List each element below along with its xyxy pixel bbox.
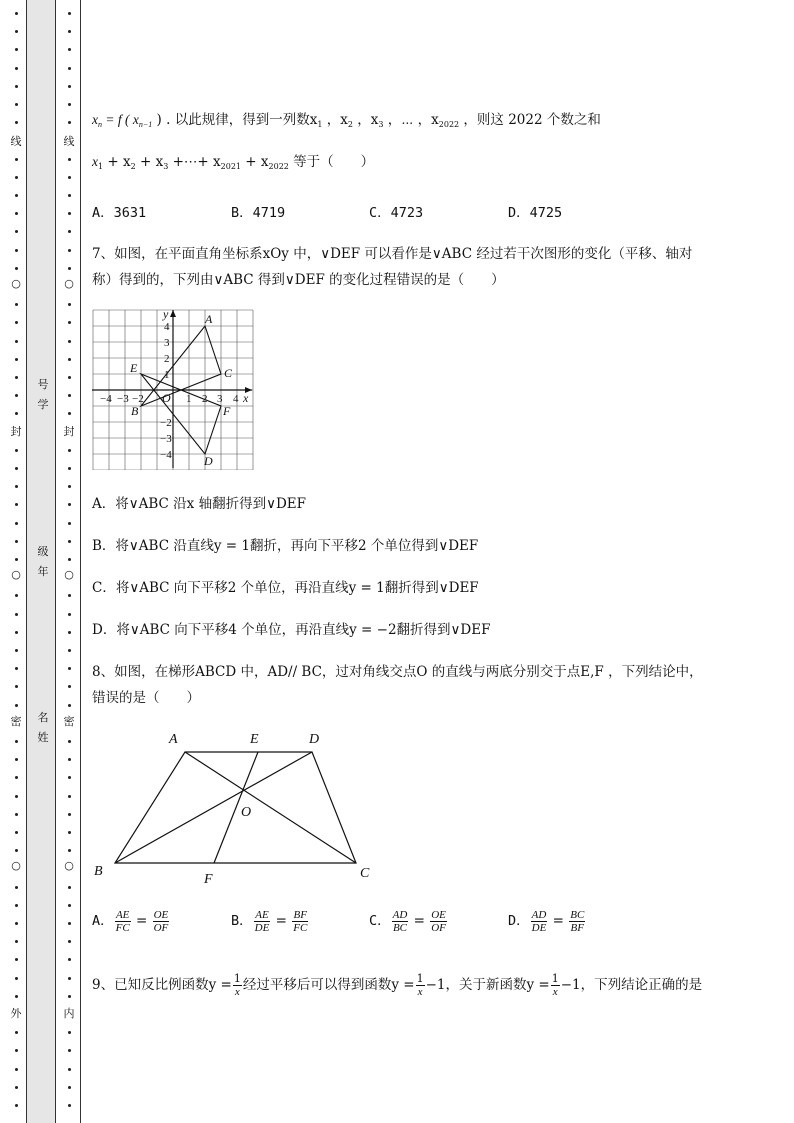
margin-mark: 线 — [63, 135, 75, 148]
margin-dot — [68, 758, 71, 761]
margin-dot — [15, 522, 18, 525]
margin-dot — [15, 922, 18, 925]
margin-dot — [15, 249, 18, 252]
margin-dot — [68, 230, 71, 233]
margin-mark: ○ — [64, 859, 74, 872]
margin-dot — [15, 1049, 18, 1052]
margin-dot — [68, 558, 71, 561]
q7-ytick: −3 — [160, 433, 172, 445]
margin-dot — [68, 1031, 71, 1034]
margin-dot — [68, 303, 71, 306]
margin-dot — [68, 1104, 71, 1107]
margin-dot — [15, 594, 18, 597]
margin-dot — [15, 776, 18, 779]
margin-dot — [15, 1086, 18, 1089]
q8-label-d: D — [309, 732, 320, 747]
q7-stem-line2: 称）得到的，下列由∨ABC 得到∨DEF 的变化过程错误的是（ ） — [92, 272, 505, 288]
margin-dot — [15, 813, 18, 816]
margin-dot — [15, 449, 18, 452]
margin-dot — [68, 667, 71, 670]
margin-dot — [68, 977, 71, 980]
margin-dot — [15, 904, 18, 907]
margin-dot — [15, 158, 18, 161]
q8-stem-line1: 8、如图，在梯形ABCD 中，AD// BC，过对角线交点O 的直线与两底分别交于点E,F ，下列结论中， — [92, 664, 703, 680]
q8-label-c: C — [360, 866, 370, 881]
strip-label-xing: 姓 — [37, 731, 49, 744]
strip-label-xue: 学 — [37, 398, 49, 411]
q7-option-d: D．将∨ABC 向下平移4 个单位，再沿直线y = −2翻折得到∨DEF — [92, 622, 491, 638]
q7-xtick: 3 — [217, 393, 223, 405]
q8-segment-ef — [214, 752, 258, 863]
margin-dot — [68, 904, 71, 907]
margin-dot — [68, 321, 71, 324]
q8-trapezoid-figure — [90, 725, 380, 890]
margin-dot — [15, 212, 18, 215]
q7-ytick: 4 — [164, 321, 170, 333]
margin-mark: 外 — [10, 1007, 22, 1020]
margin-dot — [15, 358, 18, 361]
strip-label-nian: 年 — [37, 565, 49, 578]
margin-dot — [68, 12, 71, 15]
margin-dot — [15, 103, 18, 106]
q7-xtick: −3 — [117, 393, 129, 405]
q6-line1: $x_n = f$ ( $x_{n-1}$ ) . 以此规律，得到一列数$x_1$ ，$x_2$ ，$x_3$ ，⋯ ，$x_{2022}$ ，则这 2022 个数之和 — [92, 112, 601, 129]
q7-triangle-abc — [141, 326, 221, 406]
q7-xtick: 1 — [186, 393, 192, 405]
q7-coordinate-figure — [92, 308, 254, 470]
margin-dot — [15, 995, 18, 998]
q8-label-b: B — [94, 864, 103, 879]
q7-ytick: −2 — [160, 417, 172, 429]
margin-dot — [68, 67, 71, 70]
margin-dot — [68, 940, 71, 943]
margin-dot — [15, 558, 18, 561]
q7-ytick: −4 — [160, 449, 172, 461]
q7-y-arrow — [170, 310, 176, 317]
margin-dot — [15, 831, 18, 834]
margin-mark: ○ — [64, 568, 74, 581]
margin-dot — [15, 230, 18, 233]
margin-dot — [15, 977, 18, 980]
q7-triangle-def — [141, 374, 221, 454]
margin-dot — [68, 30, 71, 33]
binding-strip — [26, 0, 56, 1123]
margin-dot — [68, 849, 71, 852]
q8-label-a: A — [169, 732, 178, 747]
margin-dot — [68, 194, 71, 197]
margin-dot — [68, 121, 71, 124]
margin-dot — [15, 48, 18, 51]
margin-dot — [68, 376, 71, 379]
q7-label-e: E — [130, 361, 138, 375]
q6-option-a: A．3631 — [92, 205, 147, 221]
margin-dot — [15, 940, 18, 943]
margin-dot — [68, 103, 71, 106]
q7-label-b: B — [131, 404, 139, 418]
margin-dot — [68, 522, 71, 525]
margin-dot — [68, 1068, 71, 1071]
q7-label-y: y — [163, 308, 169, 321]
q8-option-c: C． $\frac{AD}{BC}$ = $\frac{OE}{OF}$ — [369, 909, 446, 934]
margin-dot — [68, 685, 71, 688]
q7-label-o: O — [162, 391, 171, 405]
q7-option-c: C．将∨ABC 向下平移2 个单位，再沿直线y = 1翻折得到∨DEF — [92, 580, 479, 596]
q6-option-c: C．4723 — [369, 205, 424, 221]
q7-label-x: x — [243, 391, 249, 405]
margin-dot — [15, 376, 18, 379]
q6-option-d: D．4725 — [508, 205, 563, 221]
margin-dot — [15, 412, 18, 415]
margin-dot — [15, 958, 18, 961]
q6-line2: $x_1 + x_2 + x_3$ +⋯+ $x_{2021} + x_{2022}$ 等于（ ） — [92, 154, 375, 171]
margin-dot — [15, 467, 18, 470]
margin-dot — [68, 267, 71, 270]
margin-dot — [68, 886, 71, 889]
q9-stem: 9、已知反比例函数y = $\frac{1}{x}$ 经过平移后可以得到函数y = $\frac{1}{x}$ −1，关于新函数y = $\frac{1}{x}$ −1，下列结论正确的是 — [92, 972, 703, 998]
margin-mark: 封 — [63, 425, 75, 438]
margin-dot — [15, 85, 18, 88]
margin-mark: 密 — [10, 715, 22, 728]
margin-dot — [68, 613, 71, 616]
margin-dot — [68, 813, 71, 816]
margin-dot — [15, 1031, 18, 1034]
margin-dot — [68, 358, 71, 361]
margin-dot — [68, 831, 71, 834]
margin-dot — [68, 249, 71, 252]
q7-ytick: 3 — [164, 337, 170, 349]
margin-mark: ○ — [11, 277, 21, 290]
margin-mark: 内 — [63, 1007, 75, 1020]
strip-label-ming: 名 — [37, 711, 49, 724]
margin-mark: ○ — [11, 568, 21, 581]
margin-dot — [15, 267, 18, 270]
margin-dot — [15, 649, 18, 652]
margin-dot — [68, 740, 71, 743]
margin-dot — [15, 1104, 18, 1107]
q7-ytick: 2 — [164, 353, 170, 365]
q8-option-a: A． $\frac{AE}{FC}$ = $\frac{OE}{OF}$ — [92, 909, 169, 934]
margin-mark: 密 — [63, 715, 75, 728]
margin-dot — [68, 85, 71, 88]
margin-dot — [68, 704, 71, 707]
q8-option-d: D． $\frac{AD}{DE}$ = $\frac{BC}{BF}$ — [508, 909, 585, 934]
margin-dot — [15, 194, 18, 197]
margin-dot — [68, 631, 71, 634]
margin-dot — [15, 67, 18, 70]
margin-dot — [68, 212, 71, 215]
margin-dot — [68, 340, 71, 343]
q8-diagonal-ac — [185, 752, 356, 863]
margin-dot — [15, 1068, 18, 1071]
margin-dot — [68, 467, 71, 470]
q7-ytick: 1 — [164, 369, 170, 381]
margin-dot — [68, 540, 71, 543]
margin-dot — [68, 503, 71, 506]
margin-dot — [68, 485, 71, 488]
margin-dot — [15, 30, 18, 33]
margin-dot — [15, 886, 18, 889]
margin-dot — [15, 321, 18, 324]
margin-dot — [68, 776, 71, 779]
margin-dot — [15, 758, 18, 761]
q7-option-b: B．将∨ABC 沿直线y = 1翻折，再向下平移2 个单位得到∨DEF — [92, 538, 479, 554]
q7-option-a: A．将∨ABC 沿x 轴翻折得到∨DEF — [92, 496, 307, 512]
margin-dot — [68, 449, 71, 452]
q8-diagonal-bd — [115, 752, 312, 863]
margin-dot — [68, 176, 71, 179]
margin-dot — [15, 303, 18, 306]
margin-mark: ○ — [64, 277, 74, 290]
margin-dot — [68, 1086, 71, 1089]
margin-dot — [68, 594, 71, 597]
margin-dot — [15, 121, 18, 124]
margin-mark: ○ — [11, 859, 21, 872]
margin-dot — [15, 613, 18, 616]
margin-dot — [68, 649, 71, 652]
q7-xtick: 4 — [233, 393, 239, 405]
margin-dot — [15, 540, 18, 543]
margin-dot — [15, 740, 18, 743]
margin-dot — [68, 995, 71, 998]
q7-stem-line1: 7、如图，在平面直角坐标系xOy 中，∨DEF 可以看作是∨ABC 经过若干次图形的变化（平移、轴对 — [92, 246, 693, 262]
margin-rule — [80, 0, 81, 1123]
q7-xtick: −4 — [100, 393, 112, 405]
margin-dot — [15, 176, 18, 179]
strip-label-hao: 号 — [37, 378, 49, 391]
q7-xtick: −2 — [132, 393, 144, 405]
q7-label-d: D — [204, 454, 213, 468]
margin-dot — [15, 485, 18, 488]
margin-dot — [15, 685, 18, 688]
margin-mark: 封 — [10, 425, 22, 438]
margin-dot — [15, 394, 18, 397]
margin-dot — [15, 12, 18, 15]
margin-dot — [15, 631, 18, 634]
margin-dot — [15, 503, 18, 506]
margin-dot — [15, 340, 18, 343]
margin-mark: 线 — [10, 135, 22, 148]
margin-dot — [15, 704, 18, 707]
q8-label-o: O — [241, 805, 252, 820]
margin-dot — [68, 394, 71, 397]
margin-dot — [15, 795, 18, 798]
q8-option-b: B． $\frac{AE}{DE}$ = $\frac{BF}{FC}$ — [231, 909, 308, 934]
margin-dot — [68, 922, 71, 925]
q8-label-f: F — [204, 872, 213, 887]
margin-dot — [68, 412, 71, 415]
margin-dot — [15, 849, 18, 852]
margin-dot — [68, 1049, 71, 1052]
q8-stem-line2: 错误的是（ ） — [92, 690, 200, 706]
q7-label-c: C — [224, 366, 233, 380]
q6-option-b: B．4719 — [231, 205, 286, 221]
margin-dot — [68, 795, 71, 798]
q7-label-a: A — [205, 312, 213, 326]
strip-label-ji: 级 — [37, 545, 49, 558]
margin-dot — [68, 158, 71, 161]
margin-dot — [15, 667, 18, 670]
margin-dot — [68, 958, 71, 961]
q8-label-e: E — [250, 732, 259, 747]
margin-dot — [68, 48, 71, 51]
q7-xtick: 2 — [202, 393, 208, 405]
q7-label-f: F — [223, 404, 231, 418]
